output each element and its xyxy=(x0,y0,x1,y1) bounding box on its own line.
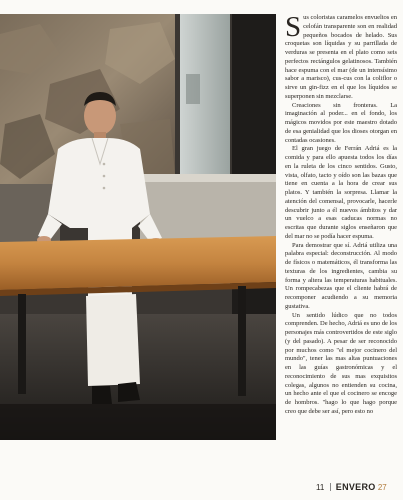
magazine-name: ENVERO xyxy=(335,482,376,492)
paragraph-text: us coloristas caramelos envueltos en celofán transparente son en realidad pequeños bocados de helado. Sus croquetas son líquidas y su parrillada de verduras se presenta en el plato como seis perfectos rectángulos gelatinosos. También hace espuma con el mar (de un intensísimo sabor a marisco), cus-cus con la coliflor o sirve un gin-fizz en el que los líquidos se superponen sin mezclarse. xyxy=(285,14,397,100)
footer-divider xyxy=(330,483,331,491)
chef-photo xyxy=(0,14,276,440)
article-text xyxy=(285,14,397,466)
page-number: 27 xyxy=(377,483,387,492)
page-footer xyxy=(316,481,398,493)
article-paragraph-5: Un sentido lúdico que no todos comprenden. De hecho, Adriá es uno de los personajes más controvertidos de este siglo (y del pasado). A pesar de ser reconocido por muchos como "el mejor cocinero del mundo", tener las mas altas puntuaciones en las guías gastronómicas y el reconocimiento de sus mas exquisitos colegas, algunos no entienden su cocina, un hecho ante el que el cocinero se encoge de hombros. "hago lo que hago porque creo que debe ser así, pero esto no xyxy=(285,311,397,415)
issue-number: 11 xyxy=(316,483,325,492)
article-paragraph-2: Creaciones sin fronteras. La imaginación al poder... en el fondo, los mágicos movidos por este maestro dotado de esa genialidad que los dioses otorgan en contadas ocasiones. xyxy=(285,101,397,144)
drop-cap: S xyxy=(285,14,302,43)
article-paragraph-3: El gran juego de Ferrán Adriá es la comida y para ello apuesta todos los días en la ruleta de los cinco sentidos. Gusto, vista, olfato, tacto y oído son las bazas que tiene en cuenta a la hora de crear sus platos. Y también la sorpresa. Llamar la atención del comensal, provocarle, hacerle descubrir junto a él nuevos ámbitos y dar un vuelco a esas caducas normas no escritas que durante siglos enseñaron que del mar no se podía hacer espuma. xyxy=(285,145,397,240)
article-paragraph-1 xyxy=(285,14,397,102)
article-paragraph-4: Para demostrar que sí. Adriá utiliza una palabra especial: deconstrucción. Al modo de físicos o matemáticos, él transforma las texturas de los ingredientes, cambia su forma y altera las temperaturas habituales. Un rompecabezas que el cliente habrá de recomponer acudiendo a su memoria gustativa. xyxy=(285,241,397,310)
